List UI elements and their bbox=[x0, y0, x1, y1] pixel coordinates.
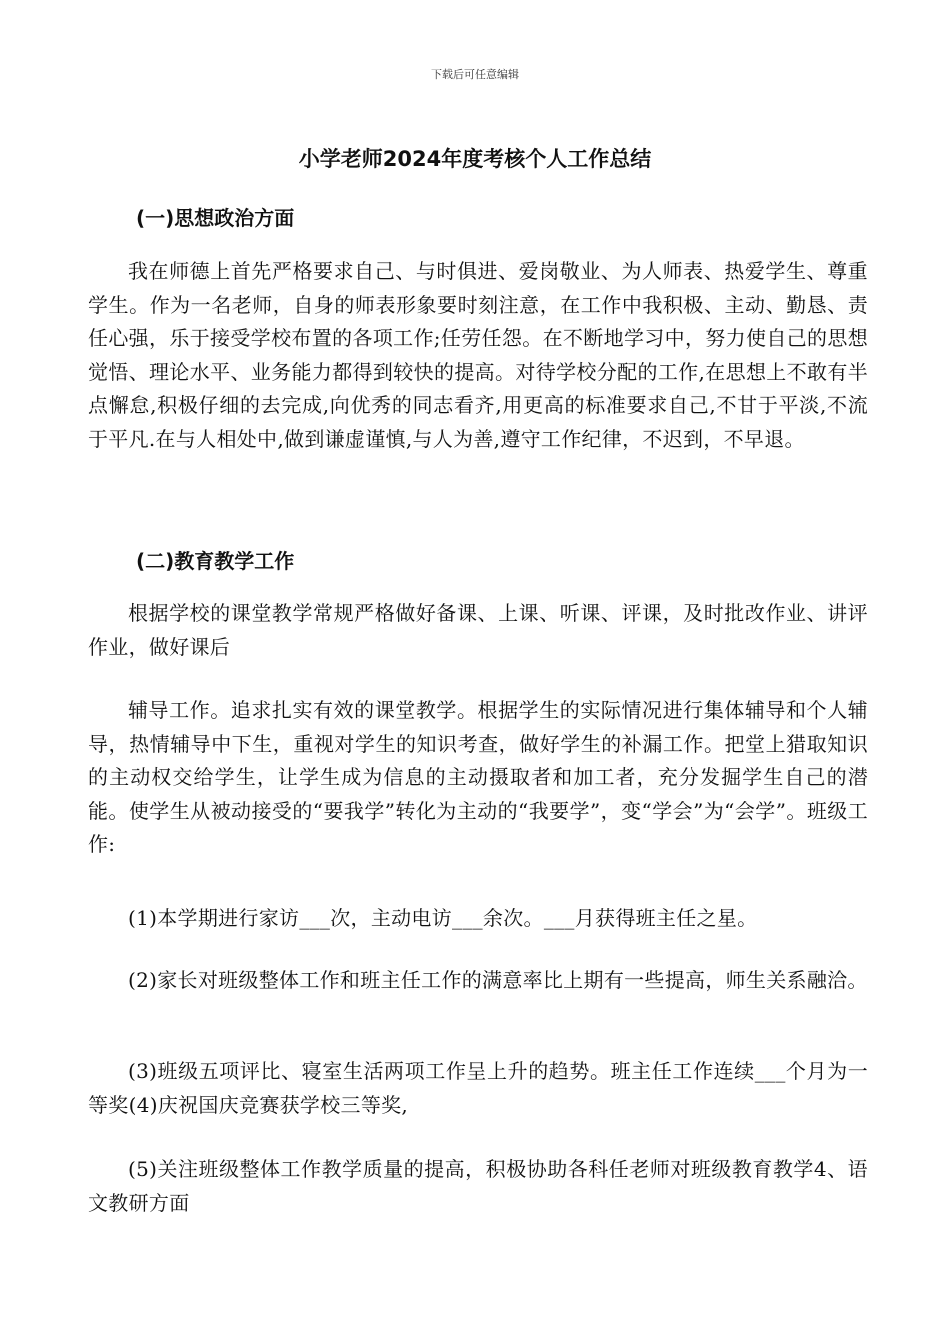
list-item-3: (3)班级五项评比、寝室生活两项工作呈上升的趋势。班主任工作连续___个月为一等奖(4)庆祝国庆竞赛获学校三等奖, bbox=[88, 1059, 868, 1117]
paragraph-political: 我在师德上首先严格要求自己、与时俱进、爱岗敬业、为人师表、热爱学生、尊重学生。作为一名老师，自身的师表形象要时刻注意，在工作中我积极、主动、勤恳、责任心强，乐于接受学校布置的各项工作;任劳任怨。在不断地学习中，努力使自己的思想觉悟、理论水平、业务能力都得到较快的提高。对待学校分配的工作,在思想上不敢有半点懈怠,积极仔细的去完成,向优秀的同志看齐,用更高的标准要求自己,不甘于平淡,不流于平凡.在与人相处中,做到谦虚谨慎,与人为善,遵守工作纪律，不迟到，不早退。 bbox=[88, 259, 868, 451]
document-title: 小学老师2024年度考核个人工作总结 bbox=[298, 147, 652, 171]
paragraph-teaching-1: 根据学校的课堂教学常规严格做好备课、上课、听课、评课，及时批改作业、讲评作业，做好课后 bbox=[88, 601, 868, 659]
list-item-4: (5)关注班级整体工作教学质量的提高，积极协助各科任老师对班级教育教学4、语文教研方面 bbox=[88, 1157, 868, 1215]
header-note: 下载后可任意编辑 bbox=[431, 68, 519, 81]
list-item-2: (2)家长对班级整体工作和班主任工作的满意率比上期有一些提高，师生关系融洽。 bbox=[128, 968, 868, 992]
section-heading-teaching: (二)教育教学工作 bbox=[136, 549, 295, 573]
paragraph-teaching-2: 辅导工作。追求扎实有效的课堂教学。根据学生的实际情况进行集体辅导和个人辅导，热情辅导中下生，重视对学生的知识考查，做好学生的补漏工作。把堂上猎取知识的主动权交给学生，让学生成为信息的主动摄取者和加工者，充分发掘学生自己的潜能。使学生从被动接受的“要我学”转化为主动的“我要学”，变“学会”为“会学”。班级工作: bbox=[88, 698, 868, 857]
section-heading-political: (一)思想政治方面 bbox=[136, 206, 295, 230]
list-item-1: (1)本学期进行家访___次，主动电访___余次。___月获得班主任之星。 bbox=[128, 906, 758, 930]
